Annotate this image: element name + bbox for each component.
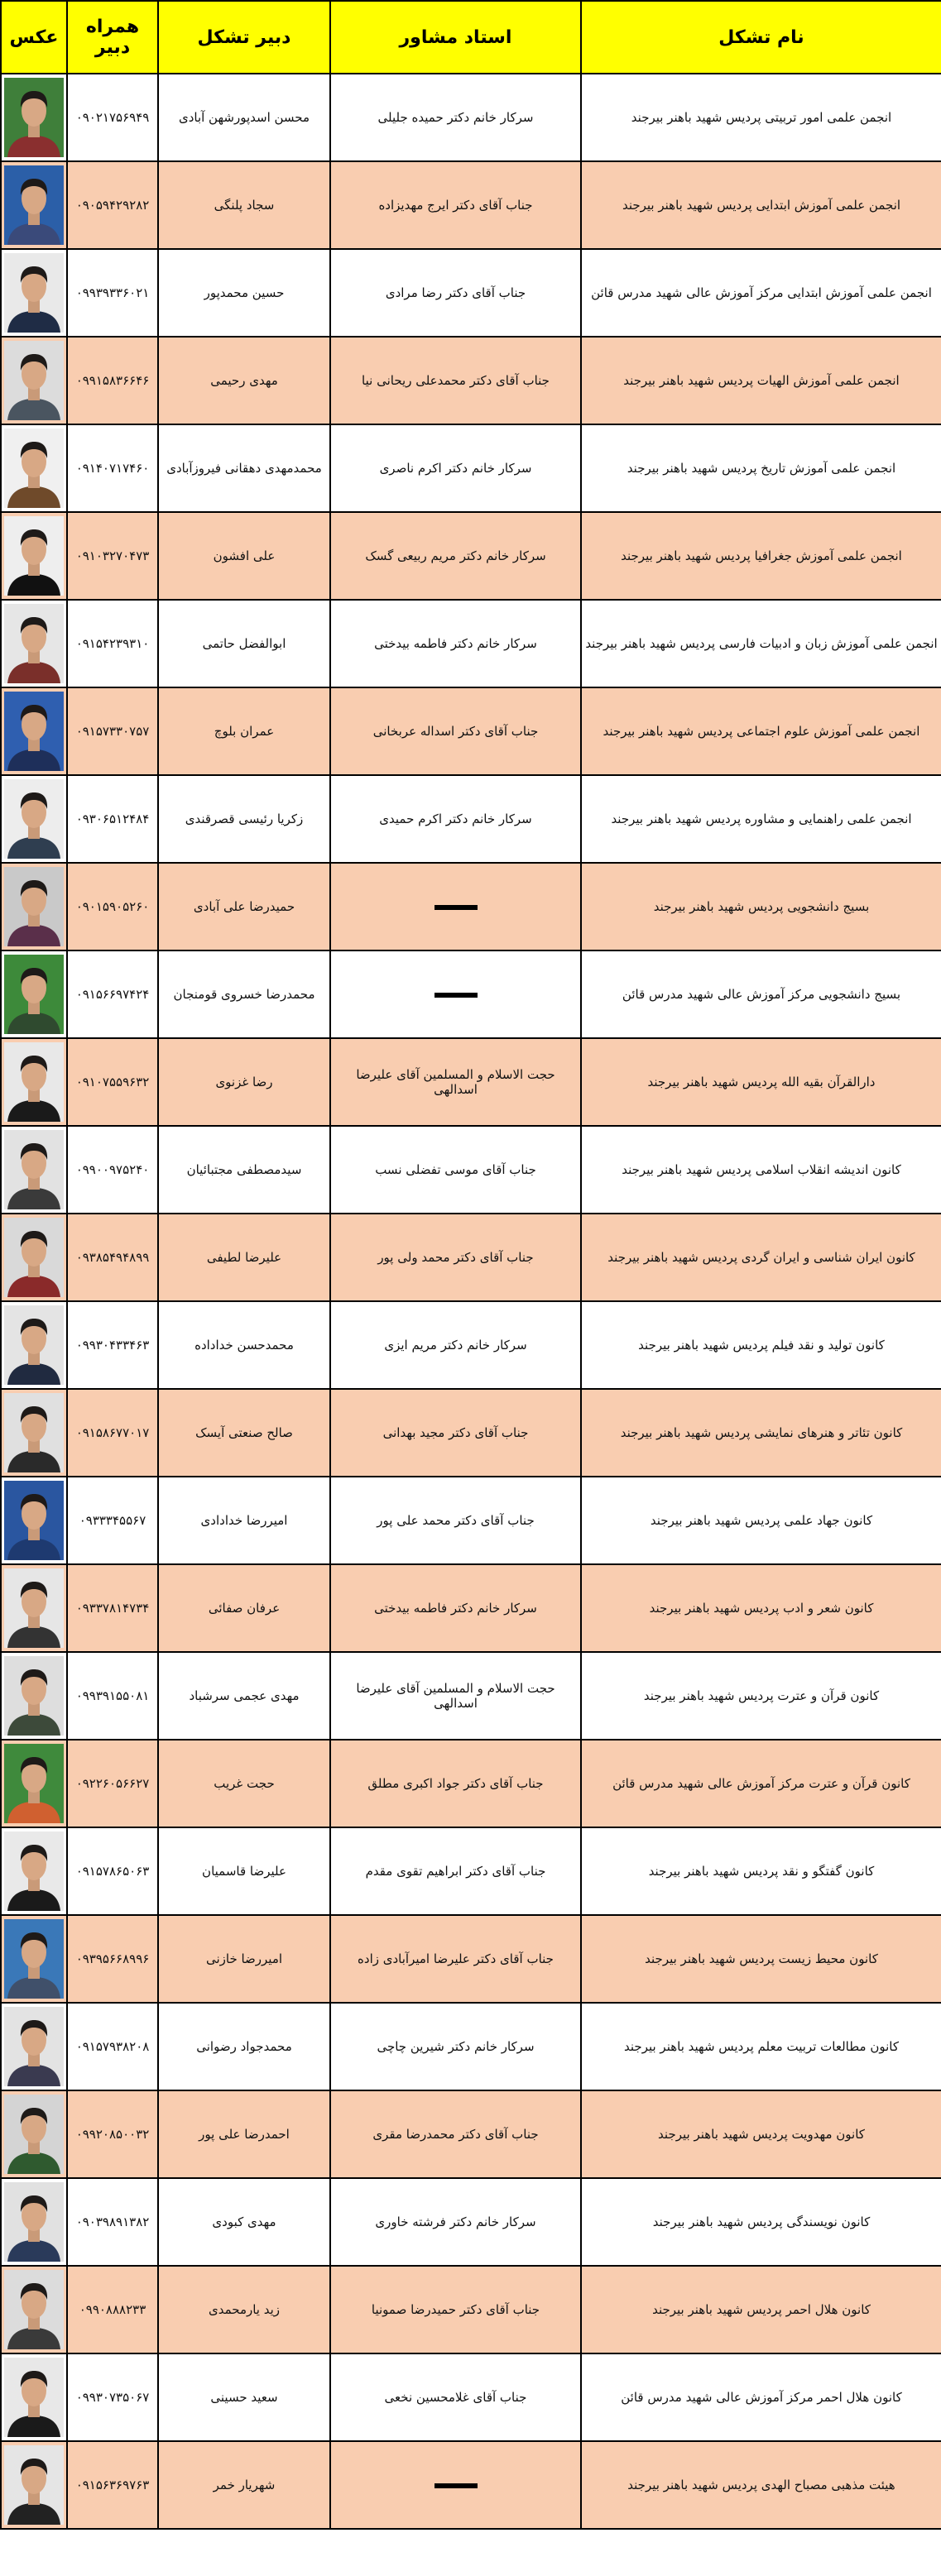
organization-name: کانون هلال احمر مرکز آموزش عالی شهید مدرس قائن <box>581 2353 941 2441</box>
table-row <box>1 2266 941 2353</box>
secretary-phone: ۰۹۰۲۱۷۵۶۹۴۹ <box>67 74 158 161</box>
member-photo <box>4 165 64 245</box>
member-photo-cell <box>1 2441 67 2529</box>
organization-name: انجمن علمی آموزش الهیات پردیس شهید باهنر بیرجند <box>581 337 941 424</box>
advisor-name: جناب آقای دکتر علیرضا امیرآبادی زاده <box>330 1915 581 2003</box>
secretary-name: امیررضا خازنی <box>158 1915 330 2003</box>
organization-name: کانون تئاتر و هنرهای نمایشی پردیس شهید باهنر بیرجند <box>581 1389 941 1477</box>
secretary-name: علیرضا لطیفی <box>158 1214 330 1301</box>
organization-name: کانون شعر و ادب پردیس شهید باهنر بیرجند <box>581 1564 941 1652</box>
secretary-phone: ۰۹۹۱۵۸۳۶۶۴۶ <box>67 337 158 424</box>
advisor-name: جناب آقای دکتر مجید بهدانی <box>330 1389 581 1477</box>
secretary-name: امیررضا خدادادی <box>158 1477 330 1564</box>
member-photo <box>4 1744 64 1823</box>
advisor-name: سرکار خانم دکتر فاطمه بیدختی <box>330 600 581 687</box>
organization-name: انجمن علمی راهنمایی و مشاوره پردیس شهید باهنر بیرجند <box>581 775 941 863</box>
secretary-name: محمدحسن خداداده <box>158 1301 330 1389</box>
member-photo <box>4 779 64 859</box>
secretary-name: ابوالفضل حاتمی <box>158 600 330 687</box>
member-photo-cell <box>1 2090 67 2178</box>
table-row <box>1 1126 941 1214</box>
table-row <box>1 1827 941 1915</box>
secretary-name: سعید حسینی <box>158 2353 330 2441</box>
member-photo <box>4 1831 64 1911</box>
secretary-phone: ۰۹۱۴۰۷۱۷۴۶۰ <box>67 424 158 512</box>
secretary-name: محسن اسدپورشهن آبادی <box>158 74 330 161</box>
member-photo-cell <box>1 1477 67 1564</box>
organization-name: کانون مطالعات تربیت معلم پردیس شهید باهنر بیرجند <box>581 2003 941 2090</box>
advisor-name: حجت الاسلام و المسلمین آقای علیرضا اسدالهی <box>330 1038 581 1126</box>
organization-name: کانون نویسندگی پردیس شهید باهنر بیرجند <box>581 2178 941 2266</box>
member-photo <box>4 1042 64 1122</box>
advisor-name: حجت الاسلام و المسلمین آقای علیرضا اسدالهی <box>330 1652 581 1740</box>
secretary-name: محمدرضا خسروی قومنجان <box>158 950 330 1038</box>
table-row <box>1 424 941 512</box>
secretary-phone: ۰۹۹۳۰۴۳۳۴۶۳ <box>67 1301 158 1389</box>
organization-name: کانون محیط زیست پردیس شهید باهنر بیرجند <box>581 1915 941 2003</box>
organization-name: کانون ایران شناسی و ایران گردی پردیس شهید باهنر بیرجند <box>581 1214 941 1301</box>
member-photo <box>4 78 64 157</box>
secretary-name: محمدجواد رضوانی <box>158 2003 330 2090</box>
organization-name: کانون قرآن و عترت پردیس شهید باهنر بیرجند <box>581 1652 941 1740</box>
member-photo <box>4 253 64 333</box>
organization-name: کانون اندیشه انقلاب اسلامی پردیس شهید باهنر بیرجند <box>581 1126 941 1214</box>
organization-name: کانون مهدویت پردیس شهید باهنر بیرجند <box>581 2090 941 2178</box>
table-row <box>1 600 941 687</box>
organization-name: دارالقرآن بقیه الله پردیس شهید باهنر بیرجند <box>581 1038 941 1126</box>
organization-name: انجمن علمی آموزش جغرافیا پردیس شهید باهنر بیرجند <box>581 512 941 600</box>
secretary-phone: ۰۹۱۵۷۳۳۰۷۵۷ <box>67 687 158 775</box>
header-row <box>1 1 941 74</box>
table-row <box>1 249 941 337</box>
member-photo <box>4 2182 64 2262</box>
member-photo-cell <box>1 2266 67 2353</box>
secretary-name: علیرضا قاسمیان <box>158 1827 330 1915</box>
member-photo-cell <box>1 74 67 161</box>
organization-name: انجمن علمی آموزش تاریخ پردیس شهید باهنر بیرجند <box>581 424 941 512</box>
organization-name: کانون قرآن و عترت مرکز آموزش عالی شهید مدرس قائن <box>581 1740 941 1827</box>
member-photo-cell <box>1 600 67 687</box>
secretary-phone: ۰۹۹۲۰۸۵۰۰۳۲ <box>67 2090 158 2178</box>
table-row <box>1 1301 941 1389</box>
empty-dash <box>434 2483 478 2488</box>
member-photo-cell <box>1 687 67 775</box>
member-photo <box>4 1305 64 1385</box>
advisor-name: سرکار خانم دکتر مریم ربیعی گسک <box>330 512 581 600</box>
advisor-name: سرکار خانم دکتر مریم ایزی <box>330 1301 581 1389</box>
member-photo <box>4 2270 64 2349</box>
header-advisor: استاد مشاور <box>330 1 581 74</box>
secretary-phone: ۰۹۱۵۶۶۹۷۴۲۴ <box>67 950 158 1038</box>
member-photo <box>4 867 64 946</box>
organization-name: انجمن علمی آموزش ابتدایی پردیس شهید باهنر بیرجند <box>581 161 941 249</box>
secretary-name: زید یارمحمدی <box>158 2266 330 2353</box>
secretary-name: عرفان صفائی <box>158 1564 330 1652</box>
advisor-name: جناب آقای موسی تفضلی نسب <box>330 1126 581 1214</box>
advisor-name: جناب آقای دکتر محمدرضا مقری <box>330 2090 581 2178</box>
secretary-phone: ۰۹۱۵۴۲۳۹۳۱۰ <box>67 600 158 687</box>
secretary-name: علی افشون <box>158 512 330 600</box>
member-photo-cell <box>1 1564 67 1652</box>
secretary-phone: ۰۹۱۰۳۲۷۰۴۷۳ <box>67 512 158 600</box>
organization-name: انجمن علمی آموزش ابتدایی مرکز آموزش عالی شهید مدرس قائن <box>581 249 941 337</box>
advisor-name: جناب آقای دکتر ایرج مهدیزاده <box>330 161 581 249</box>
member-photo-cell <box>1 1214 67 1301</box>
member-photo <box>4 2445 64 2525</box>
advisor-name: سرکار خانم دکتر شیرین چاچی <box>330 2003 581 2090</box>
advisor-name: جناب آقای دکتر رضا مرادی <box>330 249 581 337</box>
member-photo <box>4 2358 64 2437</box>
advisor-name: جناب آقای دکتر ابراهیم تقوی مقدم <box>330 1827 581 1915</box>
secretary-phone: ۰۹۰۱۵۹۰۵۲۶۰ <box>67 863 158 950</box>
secretary-phone: ۰۹۱۵۶۳۶۹۷۶۳ <box>67 2441 158 2529</box>
secretary-name: شهریار خمر <box>158 2441 330 2529</box>
secretary-name: رضا غزنوی <box>158 1038 330 1126</box>
secretary-name: حجت غریب <box>158 1740 330 1827</box>
organization-name: هیئت مذهبی مصباح الهدی پردیس شهید باهنر بیرجند <box>581 2441 941 2529</box>
member-photo <box>4 1393 64 1472</box>
advisor-name: جناب آقای دکتر حمیدرضا صمونیا <box>330 2266 581 2353</box>
member-photo <box>4 429 64 508</box>
member-photo-cell <box>1 863 67 950</box>
advisor-name: جناب آقای دکتر محمد ولی پور <box>330 1214 581 1301</box>
table-row <box>1 2441 941 2529</box>
member-photo-cell <box>1 1126 67 1214</box>
advisor-name: جناب آقای غلامحسین نخعی <box>330 2353 581 2441</box>
secretary-name: مهدی کبودی <box>158 2178 330 2266</box>
advisor-name: سرکار خانم دکتر فرشته خاوری <box>330 2178 581 2266</box>
member-photo-cell <box>1 1740 67 1827</box>
table-row <box>1 2353 941 2441</box>
secretary-phone: ۰۹۱۵۷۸۶۵۰۶۳ <box>67 1827 158 1915</box>
table-row <box>1 1477 941 1564</box>
header-secretary: دبیر تشکل <box>158 1 330 74</box>
advisor-name: جناب آقای دکتر جواد اکبری مطلق <box>330 1740 581 1827</box>
secretary-phone: ۰۹۱۰۷۵۵۹۶۳۲ <box>67 1038 158 1126</box>
member-photo-cell <box>1 1652 67 1740</box>
member-photo-cell <box>1 2353 67 2441</box>
advisor-name: جناب آقای دکتر اسداله عربخانی <box>330 687 581 775</box>
member-photo-cell <box>1 2003 67 2090</box>
member-photo-cell <box>1 2178 67 2266</box>
secretary-phone: ۰۹۳۰۶۵۱۲۴۸۴ <box>67 775 158 863</box>
organization-name: کانون جهاد علمی پردیس شهید باهنر بیرجند <box>581 1477 941 1564</box>
table-row <box>1 2090 941 2178</box>
member-photo-cell <box>1 337 67 424</box>
secretary-phone: ۰۹۱۵۷۹۳۸۲۰۸ <box>67 2003 158 2090</box>
secretary-phone: ۰۹۳۳۳۴۵۵۶۷ <box>67 1477 158 1564</box>
member-photo-cell <box>1 249 67 337</box>
advisor-empty <box>330 2441 581 2529</box>
organization-name: کانون گفتگو و نقد پردیس شهید باهنر بیرجند <box>581 1827 941 1915</box>
organization-name: بسیج دانشجویی مرکز آموزش عالی شهید مدرس قائن <box>581 950 941 1038</box>
member-photo-cell <box>1 161 67 249</box>
member-photo <box>4 1130 64 1209</box>
member-photo <box>4 1218 64 1297</box>
member-photo-cell <box>1 775 67 863</box>
member-photo <box>4 1656 64 1736</box>
table-row <box>1 1038 941 1126</box>
secretary-name: احمدرضا علی پور <box>158 2090 330 2178</box>
organization-name: کانون تولید و نقد فیلم پردیس شهید باهنر بیرجند <box>581 1301 941 1389</box>
advisor-name: سرکار خانم دکتر اکرم ناصری <box>330 424 581 512</box>
secretary-phone: ۰۹۳۸۵۴۹۴۸۹۹ <box>67 1214 158 1301</box>
secretary-name: صالح صنعتی آیسک <box>158 1389 330 1477</box>
secretary-name: سجاد پلنگی <box>158 161 330 249</box>
advisor-name: سرکار خانم دکتر اکرم حمیدی <box>330 775 581 863</box>
secretary-phone: ۰۹۲۲۶۰۵۶۶۲۷ <box>67 1740 158 1827</box>
table-row <box>1 337 941 424</box>
member-photo-cell <box>1 424 67 512</box>
member-photo-cell <box>1 950 67 1038</box>
secretary-phone: ۰۹۹۳۹۱۵۵۰۸۱ <box>67 1652 158 1740</box>
table-row <box>1 2003 941 2090</box>
organization-name: انجمن علمی آموزش علوم اجتماعی پردیس شهید باهنر بیرجند <box>581 687 941 775</box>
table-row <box>1 161 941 249</box>
secretary-name: سیدمصطفی مجتبائیان <box>158 1126 330 1214</box>
table-row <box>1 863 941 950</box>
member-photo-cell <box>1 1301 67 1389</box>
header-photo: عکس <box>1 1 67 74</box>
member-photo <box>4 1481 64 1560</box>
secretary-name: زکریا رئیسی قصرقندی <box>158 775 330 863</box>
advisor-name: جناب آقای دکتر محمد علی پور <box>330 1477 581 1564</box>
table-row <box>1 1389 941 1477</box>
secretary-name: محمدمهدی دهقانی فیروزآبادی <box>158 424 330 512</box>
organization-name: انجمن علمی امور تربیتی پردیس شهید باهنر بیرجند <box>581 74 941 161</box>
empty-dash <box>434 905 478 910</box>
table-row <box>1 1915 941 2003</box>
member-photo <box>4 604 64 683</box>
advisor-empty <box>330 950 581 1038</box>
member-photo-cell <box>1 1827 67 1915</box>
secretary-phone: ۰۹۰۳۹۸۹۱۳۸۲ <box>67 2178 158 2266</box>
table-row <box>1 1214 941 1301</box>
header-phone: همراه دبیر <box>67 1 158 74</box>
member-photo <box>4 2007 64 2086</box>
member-photo-cell <box>1 1389 67 1477</box>
secretary-phone: ۰۹۹۰۸۸۸۲۳۳ <box>67 2266 158 2353</box>
secretary-phone: ۰۹۳۹۵۶۶۸۹۹۶ <box>67 1915 158 2003</box>
member-photo <box>4 1919 64 1999</box>
table-row <box>1 775 941 863</box>
table-row <box>1 950 941 1038</box>
empty-dash <box>434 993 478 998</box>
secretary-name: مهدی رحیمی <box>158 337 330 424</box>
advisor-name: جناب آقای دکتر محمدعلی ریحانی نیا <box>330 337 581 424</box>
advisor-name: سرکار خانم دکتر حمیده جلیلی <box>330 74 581 161</box>
organization-name: بسیج دانشجویی پردیس شهید باهنر بیرجند <box>581 863 941 950</box>
secretary-name: حسین محمدپور <box>158 249 330 337</box>
secretary-phone: ۰۹۰۵۹۴۲۹۲۸۲ <box>67 161 158 249</box>
member-photo <box>4 692 64 771</box>
table-row <box>1 512 941 600</box>
secretary-phone: ۰۹۹۰۰۹۷۵۲۴۰ <box>67 1126 158 1214</box>
member-photo-cell <box>1 512 67 600</box>
secretary-phone: ۰۹۳۳۷۸۱۴۷۳۴ <box>67 1564 158 1652</box>
table-row <box>1 1652 941 1740</box>
secretary-phone: ۰۹۹۳۹۳۳۶۰۲۱ <box>67 249 158 337</box>
member-photo-cell <box>1 1915 67 2003</box>
secretary-name: حمیدرضا علی آبادی <box>158 863 330 950</box>
advisor-name: سرکار خانم دکتر فاطمه بیدختی <box>330 1564 581 1652</box>
member-photo <box>4 1568 64 1648</box>
table-row <box>1 1564 941 1652</box>
member-photo <box>4 2095 64 2174</box>
advisor-empty <box>330 863 581 950</box>
organization-name: انجمن علمی آموزش زبان و ادبیات فارسی پردیس شهید باهنر بیرجند <box>581 600 941 687</box>
organization-name: کانون هلال احمر پردیس شهید باهنر بیرجند <box>581 2266 941 2353</box>
header-organization: نام تشکل <box>581 1 941 74</box>
table-row <box>1 687 941 775</box>
table-row <box>1 74 941 161</box>
member-photo <box>4 341 64 420</box>
secretary-name: عمران بلوچ <box>158 687 330 775</box>
member-photo <box>4 955 64 1034</box>
member-photo-cell <box>1 1038 67 1126</box>
secretary-name: مهدی عجمی سرشباد <box>158 1652 330 1740</box>
table-row <box>1 1740 941 1827</box>
member-photo <box>4 516 64 596</box>
secretary-phone: ۰۹۱۵۸۶۷۷۰۱۷ <box>67 1389 158 1477</box>
secretary-phone: ۰۹۹۳۰۷۳۵۰۶۷ <box>67 2353 158 2441</box>
table-row <box>1 2178 941 2266</box>
